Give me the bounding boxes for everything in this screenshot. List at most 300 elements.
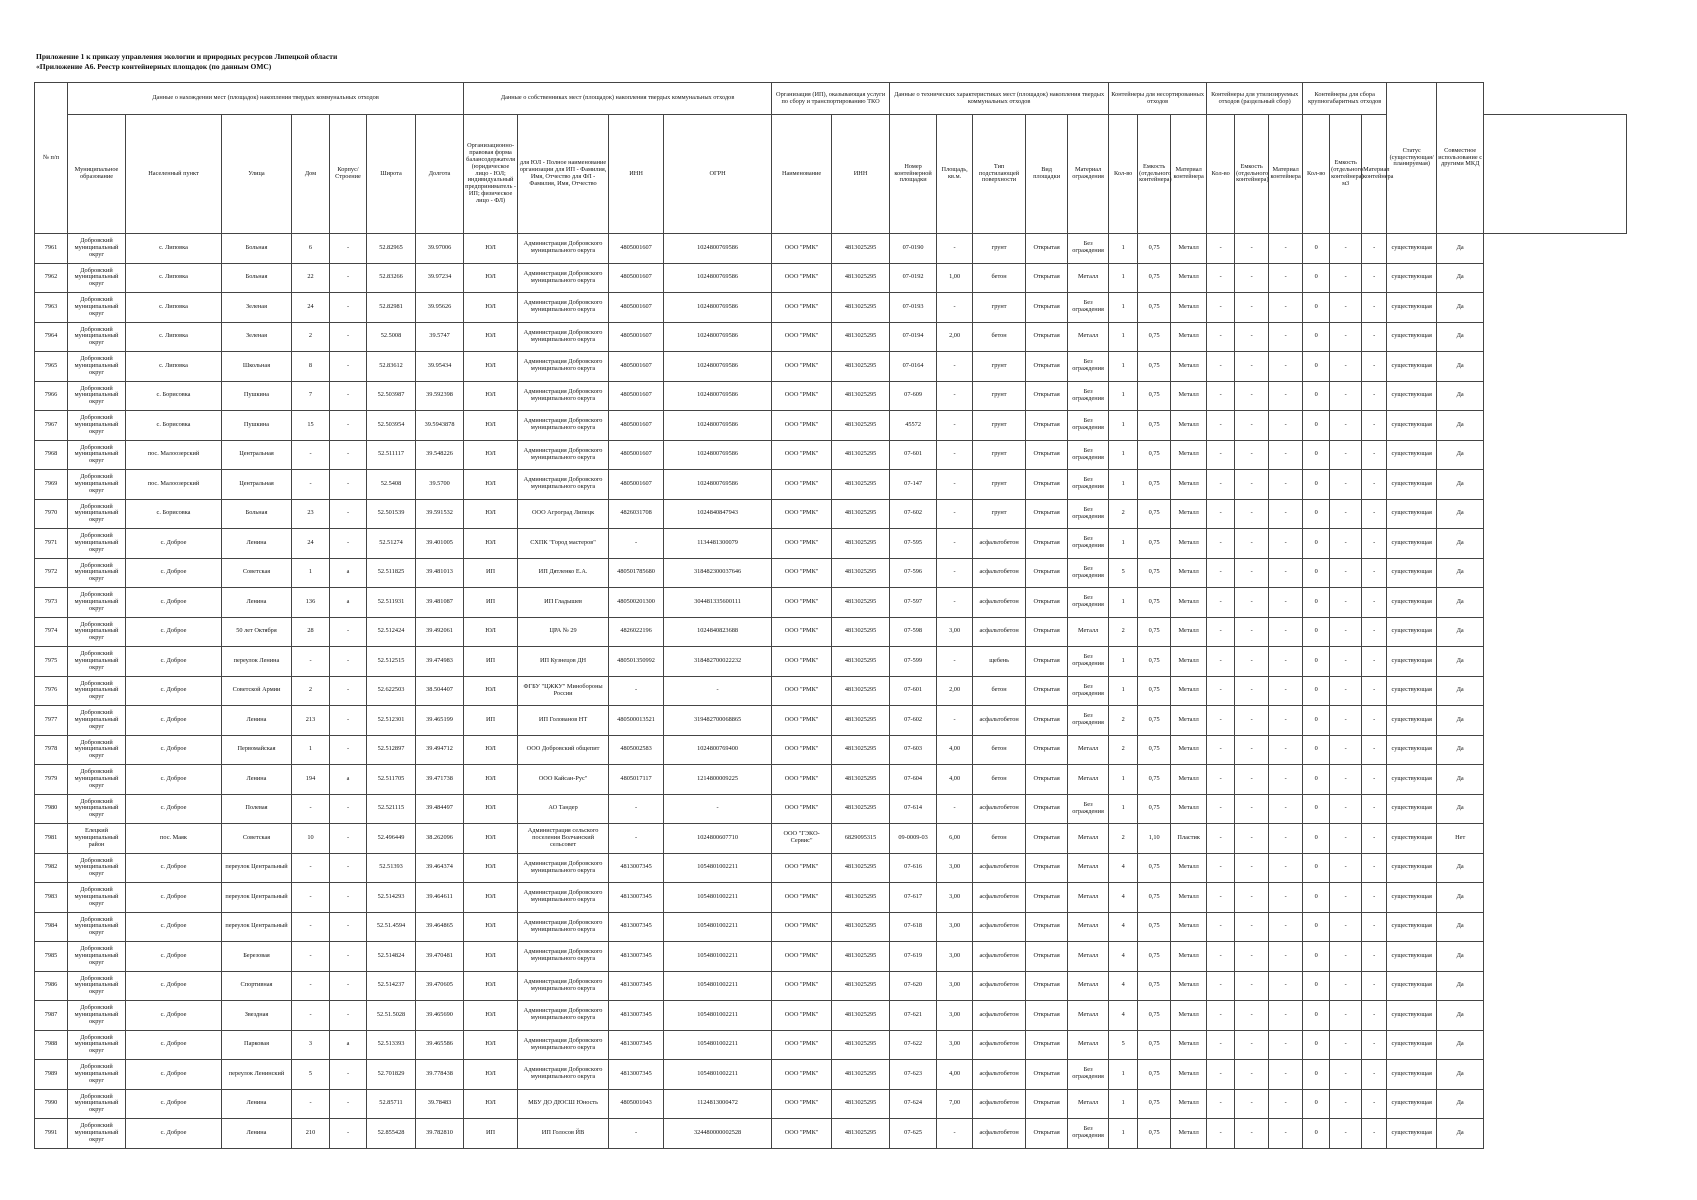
table-cell: Металл [1171, 322, 1207, 352]
table-cell: Добровский муниципальный округ [68, 263, 126, 293]
table-cell: - [1235, 1089, 1269, 1119]
table-cell: асфальтобетон [973, 971, 1026, 1001]
table-cell: ЮЛ [464, 529, 518, 559]
table-cell: 07-0192 [890, 263, 937, 293]
table-cell: 6,00 [937, 824, 973, 854]
table-cell: Металл [1171, 942, 1207, 972]
table-cell: Без ограждения [1068, 293, 1109, 323]
table-cell: Металл [1171, 293, 1207, 323]
header-group-row [35, 83, 1627, 115]
table-cell: переулок Центральный [222, 912, 292, 942]
table-cell: существующая [1387, 971, 1437, 1001]
table-cell: с. Доброе [126, 971, 222, 1001]
table-cell: ООО "РМК" [772, 765, 832, 795]
table-cell: 0,75 [1138, 676, 1171, 706]
table-cell: существующая [1387, 735, 1437, 765]
table-cell: 52.622503 [367, 676, 416, 706]
table-cell: 52.514824 [367, 942, 416, 972]
table-cell: 3 [292, 1030, 330, 1060]
table-cell: ООО "РМК" [772, 234, 832, 264]
table-cell: 39.591532 [416, 499, 464, 529]
table-cell: существующая [1387, 942, 1437, 972]
document-title [36, 52, 337, 72]
table-cell: Открытая [1026, 440, 1068, 470]
table-cell: Без ограждения [1068, 1060, 1109, 1090]
table-cell: ИП Голованов НТ [518, 706, 609, 736]
table-cell: Открытая [1026, 676, 1068, 706]
table-header [35, 83, 1627, 234]
table-cell: Открытая [1026, 352, 1068, 382]
table-cell: 1054801002211 [664, 1001, 772, 1031]
table-cell: асфальтобетон [973, 1001, 1026, 1031]
table-cell: 1024800769586 [664, 352, 772, 382]
table-row [35, 411, 1627, 441]
table-row [35, 499, 1627, 529]
table-cell: - [1330, 794, 1362, 824]
table-cell: существующая [1387, 558, 1437, 588]
table-cell: 0,75 [1138, 322, 1171, 352]
table-cell: существующая [1387, 322, 1437, 352]
header-col: ИНН [609, 115, 664, 234]
table-cell: - [1269, 1060, 1303, 1090]
table-cell: 1024800769586 [664, 381, 772, 411]
table-cell: Металл [1068, 735, 1109, 765]
table-cell: - [1330, 322, 1362, 352]
table-cell: - [1207, 617, 1235, 647]
table-cell: Металл [1171, 735, 1207, 765]
table-cell: Добровский муниципальный округ [68, 1001, 126, 1031]
table-cell: существующая [1387, 470, 1437, 500]
table-cell: Открытая [1026, 499, 1068, 529]
table-cell: 39.494712 [416, 735, 464, 765]
table-cell: 39.481013 [416, 558, 464, 588]
table-cell: - [1330, 942, 1362, 972]
table-cell: с. Доброе [126, 1089, 222, 1119]
table-cell: 07-617 [890, 883, 937, 913]
table-cell: - [330, 912, 367, 942]
table-cell: 52.511705 [367, 765, 416, 795]
table-cell: 0,75 [1138, 706, 1171, 736]
table-cell: ЮЛ [464, 1060, 518, 1090]
table-cell: Металл [1171, 558, 1207, 588]
header-col: Материал ограждения [1068, 115, 1109, 234]
table-cell: Звездная [222, 1001, 292, 1031]
table-cell: существующая [1387, 411, 1437, 441]
table-cell: Добровский муниципальный округ [68, 1119, 126, 1149]
table-cell: ООО "РМК" [772, 912, 832, 942]
table-cell: 4813007345 [609, 1060, 664, 1090]
table-cell: 4813025295 [832, 676, 890, 706]
table-cell: Без ограждения [1068, 588, 1109, 618]
header-col: Улица [222, 115, 292, 234]
table-cell: с. Липовка [126, 293, 222, 323]
table-cell: 4805002583 [609, 735, 664, 765]
table-cell: 2 [1109, 617, 1138, 647]
table-cell: 0,75 [1138, 263, 1171, 293]
table-cell: асфальтобетон [973, 1030, 1026, 1060]
table-cell: - [330, 381, 367, 411]
table-cell: 52.51393 [367, 853, 416, 883]
table-cell: 39.5943878 [416, 411, 464, 441]
table-cell: 7968 [35, 440, 68, 470]
table-cell: - [1207, 1030, 1235, 1060]
table-cell: 7972 [35, 558, 68, 588]
table-cell: асфальтобетон [973, 1089, 1026, 1119]
table-row [35, 971, 1627, 1001]
table-cell: Открытая [1026, 765, 1068, 795]
table-cell: - [1330, 470, 1362, 500]
table-cell: с. Доброе [126, 617, 222, 647]
table-cell: - [1362, 411, 1387, 441]
table-cell: 1 [292, 558, 330, 588]
table-cell: 1 [1109, 647, 1138, 677]
table-cell: асфальтобетон [973, 617, 1026, 647]
table-cell: 7976 [35, 676, 68, 706]
table-cell: - [1330, 499, 1362, 529]
table-cell: - [330, 647, 367, 677]
table-cell: 52.496449 [367, 824, 416, 854]
table-cell: 0 [1303, 942, 1330, 972]
table-cell: Администрация Добровского муниципального округа [518, 234, 609, 264]
table-cell: Центральная [222, 470, 292, 500]
table-cell: 1 [1109, 765, 1138, 795]
table-cell: - [1330, 440, 1362, 470]
table-cell: - [1235, 912, 1269, 942]
table-cell: 52.701829 [367, 1060, 416, 1090]
table-cell: - [330, 853, 367, 883]
table-cell: - [292, 470, 330, 500]
table-cell: 24 [292, 293, 330, 323]
table-cell: 52.511825 [367, 558, 416, 588]
table-cell: 07-616 [890, 853, 937, 883]
table-cell: Открытая [1026, 529, 1068, 559]
table-cell: 2 [1109, 735, 1138, 765]
table-cell: Нет [1437, 824, 1484, 854]
table-cell: существующая [1387, 234, 1437, 264]
table-cell: 4826022196 [609, 617, 664, 647]
table-cell: ЮЛ [464, 794, 518, 824]
table-cell: а [330, 1030, 367, 1060]
title-line-2: «Приложение А6. Реестр контейнерных площадок (по данным ОМС) [36, 62, 272, 71]
table-cell: 4813025295 [832, 706, 890, 736]
table-cell: существующая [1387, 794, 1437, 824]
table-cell: ЮЛ [464, 1030, 518, 1060]
table-cell: Да [1437, 735, 1484, 765]
table-cell: 1 [1109, 440, 1138, 470]
table-cell: 4813025295 [832, 529, 890, 559]
table-cell: Открытая [1026, 824, 1068, 854]
table-cell: Школьная [222, 352, 292, 382]
table-cell: Да [1437, 411, 1484, 441]
table-cell: - [292, 912, 330, 942]
table-cell: с. Доброе [126, 794, 222, 824]
table-cell: - [1235, 263, 1269, 293]
table-cell: - [292, 883, 330, 913]
table-cell: Администрация Добровского муниципального округа [518, 1060, 609, 1090]
table-cell: - [1269, 971, 1303, 1001]
table-row [35, 706, 1627, 736]
table-cell: - [1330, 1060, 1362, 1090]
table-cell: - [1330, 1089, 1362, 1119]
table-cell: 7984 [35, 912, 68, 942]
table-cell: 52.5408 [367, 470, 416, 500]
table-cell: 0,75 [1138, 883, 1171, 913]
table-cell: Открытая [1026, 853, 1068, 883]
table-cell: ЮЛ [464, 765, 518, 795]
table-cell: 39.97006 [416, 234, 464, 264]
table-cell: - [330, 352, 367, 382]
table-cell: 52.514293 [367, 883, 416, 913]
table-cell: - [1235, 411, 1269, 441]
table-cell: 52.83612 [367, 352, 416, 382]
table-cell: 4813025295 [832, 765, 890, 795]
table-cell: Металл [1068, 617, 1109, 647]
table-cell: Открытая [1026, 1001, 1068, 1031]
table-cell: 7964 [35, 322, 68, 352]
table-cell: - [1207, 293, 1235, 323]
header-col: Кол-во [1109, 115, 1138, 234]
table-cell: ЮЛ [464, 824, 518, 854]
table-cell: существующая [1387, 1089, 1437, 1119]
table-cell: - [330, 1119, 367, 1149]
table-cell: Администрация Добровского муниципального округа [518, 912, 609, 942]
table-cell: Ленина [222, 765, 292, 795]
table-cell: - [1207, 706, 1235, 736]
table-cell: - [1235, 1119, 1269, 1149]
table-cell: Открытая [1026, 1089, 1068, 1119]
header-group-bulky: Контейнеры для сбора крупногабаритных отходов [1303, 83, 1387, 115]
table-cell: Да [1437, 1001, 1484, 1031]
table-cell: 52.5008 [367, 322, 416, 352]
table-cell: 1 [1109, 411, 1138, 441]
table-cell: ООО "РМК" [772, 617, 832, 647]
table-cell: - [1235, 234, 1269, 264]
table-cell: 1 [1109, 381, 1138, 411]
table-cell: ООО "РМК" [772, 529, 832, 559]
table-cell: 4813025295 [832, 617, 890, 647]
table-cell: - [1207, 470, 1235, 500]
table-cell: ООО "РМК" [772, 411, 832, 441]
table-cell: Добровский муниципальный округ [68, 853, 126, 883]
table-cell: 4,00 [937, 1060, 973, 1090]
table-cell: 52.512424 [367, 617, 416, 647]
table-cell: Да [1437, 794, 1484, 824]
table-cell: 39.5747 [416, 322, 464, 352]
table-cell: 0 [1303, 1119, 1330, 1149]
table-cell: 7971 [35, 529, 68, 559]
table-cell: Первомайская [222, 735, 292, 765]
table-cell: 4 [1109, 883, 1138, 913]
table-cell: 1 [1109, 1060, 1138, 1090]
table-cell: 0 [1303, 794, 1330, 824]
table-cell: Без ограждения [1068, 381, 1109, 411]
table-cell: - [1330, 853, 1362, 883]
table-cell: - [1207, 647, 1235, 677]
table-cell: - [609, 1119, 664, 1149]
table-cell: - [1207, 1089, 1235, 1119]
table-cell: ЮЛ [464, 883, 518, 913]
table-cell: 4826031708 [609, 499, 664, 529]
table-cell: 0,75 [1138, 1089, 1171, 1119]
table-cell: 07-624 [890, 1089, 937, 1119]
table-cell: 0,75 [1138, 234, 1171, 264]
table-cell: Металл [1171, 676, 1207, 706]
table-cell: - [1269, 411, 1303, 441]
header-col: Муниципальное образование [68, 115, 126, 234]
table-cell: асфальтобетон [973, 1060, 1026, 1090]
table-cell: 39.778438 [416, 1060, 464, 1090]
table-cell: - [330, 617, 367, 647]
table-cell: 0 [1303, 647, 1330, 677]
table-cell: Администрация Добровского муниципального округа [518, 942, 609, 972]
table-cell: а [330, 765, 367, 795]
table-cell: асфальтобетон [973, 853, 1026, 883]
table-cell: - [1207, 794, 1235, 824]
table-cell: Без ограждения [1068, 411, 1109, 441]
table-cell: 1 [1109, 234, 1138, 264]
table-cell: 0 [1303, 588, 1330, 618]
table-cell: 0 [1303, 440, 1330, 470]
table-cell: - [1330, 1119, 1362, 1149]
table-cell: - [330, 942, 367, 972]
table-cell: ЮЛ [464, 1001, 518, 1031]
table-cell: Металл [1171, 794, 1207, 824]
table-cell: Да [1437, 853, 1484, 883]
table-cell: - [292, 1001, 330, 1031]
table-cell: - [1207, 499, 1235, 529]
table-cell: Да [1437, 1060, 1484, 1090]
table-cell: Добровский муниципальный округ [68, 411, 126, 441]
table-cell: - [330, 1060, 367, 1090]
table-cell: - [1235, 794, 1269, 824]
table-cell: 4813025295 [832, 1060, 890, 1090]
table-cell: - [937, 794, 973, 824]
table-cell: - [1362, 1001, 1387, 1031]
table-cell: 4805001607 [609, 440, 664, 470]
table-cell: Добровский муниципальный округ [68, 1089, 126, 1119]
table-cell: Открытая [1026, 293, 1068, 323]
table-cell: 1,10 [1138, 824, 1171, 854]
table-cell: Добровский муниципальный округ [68, 912, 126, 942]
table-cell: грунт [973, 234, 1026, 264]
header-col: Тип подстилающей поверхности [973, 115, 1026, 234]
table-cell: - [1207, 912, 1235, 942]
table-cell: Советской Армии [222, 676, 292, 706]
table-cell: 0,75 [1138, 293, 1171, 323]
table-cell: 07-604 [890, 765, 937, 795]
table-row [35, 735, 1627, 765]
table-cell: - [1330, 735, 1362, 765]
table-cell: Добровский муниципальный округ [68, 883, 126, 913]
table-cell: - [1207, 1060, 1235, 1090]
table-cell: Советская [222, 824, 292, 854]
table-cell: Металл [1068, 853, 1109, 883]
table-cell: пос. Малоозерский [126, 470, 222, 500]
table-cell: 4813025295 [832, 735, 890, 765]
table-cell: ИП Гладышев [518, 588, 609, 618]
table-cell: Да [1437, 912, 1484, 942]
table-cell: Металл [1171, 234, 1207, 264]
table-cell: ЮЛ [464, 381, 518, 411]
table-cell: - [1235, 1060, 1269, 1090]
table-cell: ЮЛ [464, 293, 518, 323]
table-cell: 4813007345 [609, 971, 664, 1001]
table-cell: ООО "РМК" [772, 942, 832, 972]
table-cell: переулок Ленина [222, 647, 292, 677]
table-cell: с. Доброе [126, 912, 222, 942]
table-cell: существующая [1387, 853, 1437, 883]
table-cell: 6829095315 [832, 824, 890, 854]
table-cell: 7961 [35, 234, 68, 264]
table-cell: 7982 [35, 853, 68, 883]
table-cell: - [1362, 912, 1387, 942]
table-cell: Открытая [1026, 470, 1068, 500]
table-cell: - [1235, 824, 1269, 854]
table-cell: ООО "РМК" [772, 794, 832, 824]
table-cell: 1 [1109, 352, 1138, 382]
table-cell: - [1235, 765, 1269, 795]
table-cell: - [937, 1119, 973, 1149]
table-cell: Металл [1171, 765, 1207, 795]
table-cell: Металл [1171, 706, 1207, 736]
table-cell: - [330, 322, 367, 352]
table-cell: - [1269, 735, 1303, 765]
table-cell: с. Липовка [126, 234, 222, 264]
table-cell: 4813025295 [832, 499, 890, 529]
table-cell: 0,75 [1138, 971, 1171, 1001]
table-cell: 52.82965 [367, 234, 416, 264]
table-cell: Металл [1068, 263, 1109, 293]
table-cell: асфальтобетон [973, 883, 1026, 913]
table-cell: - [330, 735, 367, 765]
table-cell: 4813007345 [609, 942, 664, 972]
table-cell: 52.503987 [367, 381, 416, 411]
table-cell: - [937, 352, 973, 382]
table-cell: - [1207, 529, 1235, 559]
table-cell: Металл [1171, 617, 1207, 647]
table-cell: - [1269, 234, 1303, 264]
table-cell: 0 [1303, 735, 1330, 765]
table-cell: - [1330, 912, 1362, 942]
table-cell: Да [1437, 706, 1484, 736]
table-cell: Добровский муниципальный округ [68, 794, 126, 824]
table-cell: 4805001607 [609, 411, 664, 441]
table-cell: - [1362, 942, 1387, 972]
table-row [35, 1001, 1627, 1031]
table-cell: 4813025295 [832, 853, 890, 883]
table-cell: Металл [1171, 1089, 1207, 1119]
table-cell: 7,00 [937, 1089, 973, 1119]
table-cell: ООО "РМК" [772, 558, 832, 588]
table-cell: - [609, 794, 664, 824]
title-line-1: Приложение 1 к приказу управления экологии и природных ресурсов Липецкой области [36, 52, 338, 61]
table-cell: Ленина [222, 706, 292, 736]
table-cell: 1054801002211 [664, 883, 772, 913]
table-cell: - [1362, 794, 1387, 824]
table-cell: - [937, 440, 973, 470]
table-cell: а [330, 558, 367, 588]
table-cell: 09-0009-03 [890, 824, 937, 854]
table-cell: 45572 [890, 411, 937, 441]
table-cell: Да [1437, 942, 1484, 972]
table-cell: существующая [1387, 1119, 1437, 1149]
table-cell: 4805001607 [609, 293, 664, 323]
table-cell: Добровский муниципальный округ [68, 529, 126, 559]
table-cell: - [1235, 1001, 1269, 1031]
table-cell: 1134481300079 [664, 529, 772, 559]
table-cell: 07-0164 [890, 352, 937, 382]
table-cell: Открытая [1026, 263, 1068, 293]
